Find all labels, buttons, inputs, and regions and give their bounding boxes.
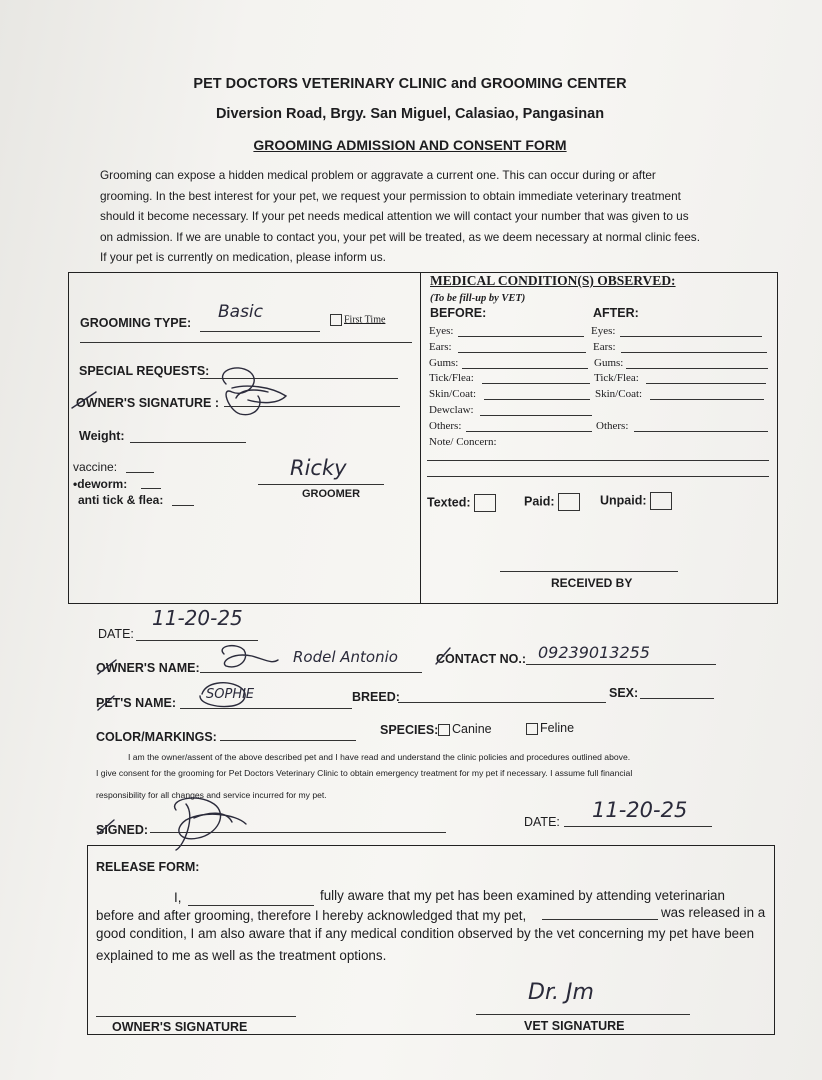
deworm-row: •deworm: (73, 477, 128, 491)
vaccine-label: vaccine: (73, 460, 118, 474)
clinic-address: Diversion Road, Brgy. San Miguel, Calasiao, Pangasinan (215, 106, 605, 122)
special-requests-label: SPECIAL REQUESTS: (79, 364, 210, 378)
species-label: SPECIES: (380, 723, 439, 737)
sex-label: SEX: (609, 686, 639, 700)
release-line2-end: was released in a (661, 905, 766, 920)
pet-name-mark (98, 683, 245, 710)
breed-label: BREED: (352, 690, 400, 704)
medical-subtitle: (To be fill-up by VET) (430, 293, 526, 304)
consent-signature-scribble (98, 798, 246, 850)
received-by-label: RECEIVED BY (551, 576, 633, 590)
first-time-label: First Time (344, 314, 386, 326)
before-eyes-label: Eyes: (429, 325, 454, 337)
before-label: BEFORE: (430, 306, 487, 320)
intro-line: Grooming can expose a hidden medical problem or aggravate a current one. This can occur during or after (100, 168, 656, 182)
feline-label: Feline (540, 721, 575, 735)
date-label: DATE: (98, 627, 134, 641)
release-prefix-i: I, (174, 890, 182, 905)
release-line3: good condition, I am also aware that if any medical condition observed by the vet concerning my pet have been (96, 926, 755, 941)
contact-value[interactable]: 09239013255 (538, 643, 650, 662)
intro-line: on admission. If we are unable to contact you, your pet will be treated, as we deem necessary at normal clinic fees. (100, 229, 700, 244)
groomer-label: GROOMER (302, 488, 361, 500)
owner-name-label: OWNER'S NAME: (96, 661, 200, 675)
before-others-label: Others: (429, 420, 462, 432)
weight-label: Weight: (79, 429, 125, 443)
release-line4: explained to me as well as the treatment options. (96, 948, 387, 963)
grooming-type-value[interactable]: Basic (218, 302, 264, 322)
paid-label: Paid: (524, 494, 555, 509)
release-line1: fully aware that my pet has been examined by attending veterinarian (320, 888, 725, 903)
canine-label: Canine (452, 722, 492, 736)
contact-label: CONTACT NO.: (436, 652, 527, 666)
before-skin-label: Skin/Coat: (429, 388, 477, 400)
before-gums-label: Gums: (429, 357, 459, 369)
release-title: RELEASE FORM: (96, 860, 200, 874)
intro-line: grooming. In the best interest for your pet, we request your permission to obtain immediate veterinary treatment (100, 188, 681, 203)
after-others-label: Others: (596, 420, 629, 432)
before-tick-label: Tick/Flea: (429, 372, 474, 384)
grooming-type-label: GROOMING TYPE: (80, 316, 192, 330)
pet-name-value[interactable]: SOPHIE (206, 687, 255, 702)
groomer-name[interactable]: Ricky (290, 456, 347, 480)
note-label: Note/ Concern: (429, 436, 497, 448)
medical-title: MEDICAL CONDITION(S) OBSERVED: (430, 273, 676, 288)
vet-signature-label: VET SIGNATURE (524, 1019, 625, 1033)
after-skin-label: Skin/Coat: (595, 388, 643, 400)
owner-name-value[interactable]: Rodel Antonio (293, 648, 398, 666)
after-eyes-label: Eyes: (591, 325, 616, 337)
consent-line: responsibility for all changes and service incurred for my pet. (96, 790, 327, 800)
before-ears-label: Ears: (429, 341, 452, 353)
after-gums-label: Gums: (594, 357, 624, 369)
deworm-label: deworm: (77, 477, 128, 491)
unpaid-label: Unpaid: (600, 493, 647, 508)
consent-date-label: DATE: (524, 815, 560, 829)
owner-signature-release-label: OWNER'S SIGNATURE (112, 1020, 248, 1034)
texted-label: Texted: (427, 495, 471, 510)
owner-name-scribble (98, 646, 450, 674)
consent-line: I give consent for the grooming for Pet Doctors Veterinary Clinic to obtain emergency treatment for my pet if necessary. I assume full financial (96, 768, 633, 778)
anti-tick-label: anti tick & flea: (78, 493, 164, 507)
owner-signature-label: OWNER'S SIGNATURE : (76, 396, 220, 410)
release-line2: before and after grooming, therefore I hereby acknowledged that my pet, (96, 908, 527, 923)
consent-date-value[interactable]: 11-20-25 (592, 798, 688, 822)
clinic-name: PET DOCTORS VETERINARY CLINIC and GROOMING CENTER (193, 76, 627, 92)
consent-line: I am the owner/assent of the above described pet and I have read and understand the clinic policies and procedures outlined above. (128, 752, 631, 762)
dewclaw-label: Dewclaw: (429, 404, 474, 416)
vet-signature-value[interactable]: Dr. Jm (528, 980, 594, 1005)
signed-label: SIGNED: (96, 823, 149, 837)
date-value[interactable]: 11-20-25 (152, 606, 243, 630)
after-tick-label: Tick/Flea: (594, 372, 639, 384)
form-title: GROOMING ADMISSION AND CONSENT FORM (253, 137, 567, 153)
after-label: AFTER: (593, 306, 639, 320)
intro-line: If your pet is currently on medication, please inform us. (100, 250, 386, 264)
after-ears-label: Ears: (593, 341, 616, 353)
owner-signature-scribble (72, 368, 286, 415)
color-markings-label: COLOR/MARKINGS: (96, 730, 217, 744)
intro-line: should it become necessary. If your pet needs medical attention we will contact your number that was given to us (100, 209, 689, 223)
pet-name-label: PET'S NAME: (96, 696, 177, 710)
